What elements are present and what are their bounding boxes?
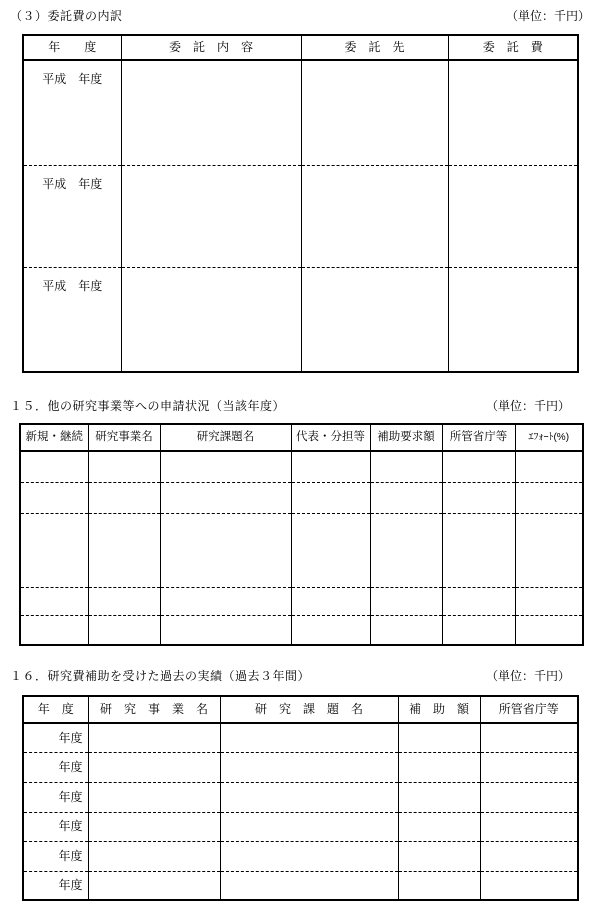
jisseki-row-3 [23,782,578,812]
section15-unit-label: （単位：千円） [485,399,570,413]
col-header-kenkyu-jigyomei: 研究事業名 [88,424,160,451]
empty-cell [88,841,220,871]
year-label-cell: 平成 年度 [23,165,121,267]
year-label-cell: 平成 年度 [23,267,121,372]
shinsei-jokyo-table [19,423,584,646]
empty-cell [88,482,160,513]
kako-jisseki-table [22,695,579,901]
empty-cell [515,482,583,513]
jisseki-row-4 [23,812,578,841]
empty-cell [220,782,398,812]
empty-cell [220,812,398,841]
empty-cell [480,812,578,841]
empty-cell [370,482,442,513]
year-label-cell: 年度 [23,782,88,812]
empty-cell [88,587,160,615]
empty-cell [480,841,578,871]
empty-cell [220,752,398,782]
shinsei-row-2 [20,482,583,513]
col-header-nendo: 年 度 [23,696,88,723]
empty-cell [88,615,160,645]
jisseki-row-2 [23,752,578,782]
empty-cell [480,752,578,782]
empty-cell [480,782,578,812]
shinsei-header-row [20,424,583,451]
empty-cell [398,723,480,752]
year-label-cell: 年度 [23,871,88,900]
empty-cell [160,451,291,482]
empty-cell [301,60,448,165]
empty-cell [398,752,480,782]
empty-cell [20,513,88,587]
col-header-itaku-naiyo: 委 託 内 容 [121,35,301,60]
empty-cell [220,871,398,900]
empty-cell [515,587,583,615]
empty-cell [220,723,398,752]
year-label-cell: 年度 [23,723,88,752]
empty-cell [88,513,160,587]
empty-cell [88,812,220,841]
year-label-cell: 年度 [23,812,88,841]
empty-cell [515,451,583,482]
section1-unit-label: （単位：千円） [505,9,590,23]
empty-cell [442,587,515,615]
empty-cell [448,60,578,165]
empty-cell [88,451,160,482]
col-header-hojo-yokyugaku: 補助要求額 [370,424,442,451]
empty-cell [398,871,480,900]
empty-cell [20,451,88,482]
empty-cell [88,782,220,812]
col-header-shinki-keizoku: 新規・継続 [20,424,88,451]
empty-cell [160,482,291,513]
empty-cell [88,871,220,900]
shinsei-row-4 [20,587,583,615]
jisseki-row-5 [23,841,578,871]
itakuhi-row-3 [23,267,578,372]
empty-cell [160,615,291,645]
col-header-nendo: 年 度 [23,35,121,60]
itakuhi-row-2 [23,165,578,267]
empty-cell [448,267,578,372]
empty-cell [398,841,480,871]
empty-cell [20,615,88,645]
col-header-shokan-shocho: 所管省庁等 [480,696,578,723]
empty-cell [20,482,88,513]
col-header-itaku-saki: 委 託 先 [301,35,448,60]
jisseki-row-1 [23,723,578,752]
empty-cell [301,267,448,372]
empty-cell [291,587,370,615]
shinsei-row-1 [20,451,583,482]
section15-title: １５．他の研究事業等への申請状況（当該年度） [10,399,286,413]
empty-cell [442,615,515,645]
empty-cell [442,451,515,482]
col-header-kenkyu-jigyomei: 研 究 事 業 名 [88,696,220,723]
empty-cell [291,615,370,645]
itakuhi-row-1 [23,60,578,165]
empty-cell [370,451,442,482]
col-header-daihyo-buntan: 代表・分担等 [291,424,370,451]
empty-cell [20,587,88,615]
empty-cell [448,165,578,267]
jisseki-header-row [23,696,578,723]
col-header-effort-percent: ｴﾌｫｰﾄ(%) [515,424,583,451]
col-header-kenkyu-kadaimei: 研 究 課 題 名 [220,696,398,723]
empty-cell [480,723,578,752]
empty-cell [301,165,448,267]
empty-cell [291,451,370,482]
section16-title: １６．研究費補助を受けた過去の実績（過去３年間） [10,669,311,683]
col-header-shokan-shocho: 所管省庁等 [442,424,515,451]
col-header-itaku-hi: 委 託 費 [448,35,578,60]
empty-cell [291,513,370,587]
shinsei-row-5 [20,615,583,645]
empty-cell [370,587,442,615]
empty-cell [160,513,291,587]
empty-cell [88,752,220,782]
empty-cell [398,782,480,812]
empty-cell [370,615,442,645]
empty-cell [220,841,398,871]
year-label-cell: 平成 年度 [23,60,121,165]
itakuhi-header-row [23,35,578,60]
empty-cell [88,723,220,752]
section16-unit-label: （単位：千円） [485,669,570,683]
year-label-cell: 年度 [23,841,88,871]
shinsei-row-3 [20,513,583,587]
empty-cell [160,587,291,615]
empty-cell [121,60,301,165]
itakuhi-table [22,34,579,373]
jisseki-row-6 [23,871,578,900]
empty-cell [398,812,480,841]
empty-cell [121,165,301,267]
year-label-cell: 年度 [23,752,88,782]
empty-cell [370,513,442,587]
empty-cell [515,615,583,645]
empty-cell [291,482,370,513]
empty-cell [442,482,515,513]
col-header-hojogaku: 補 助 額 [398,696,480,723]
empty-cell [480,871,578,900]
empty-cell [121,267,301,372]
empty-cell [442,513,515,587]
col-header-kenkyu-kadaimei: 研究課題名 [160,424,291,451]
section1-title: （３）委託費の内訳 [10,9,123,23]
empty-cell [515,513,583,587]
